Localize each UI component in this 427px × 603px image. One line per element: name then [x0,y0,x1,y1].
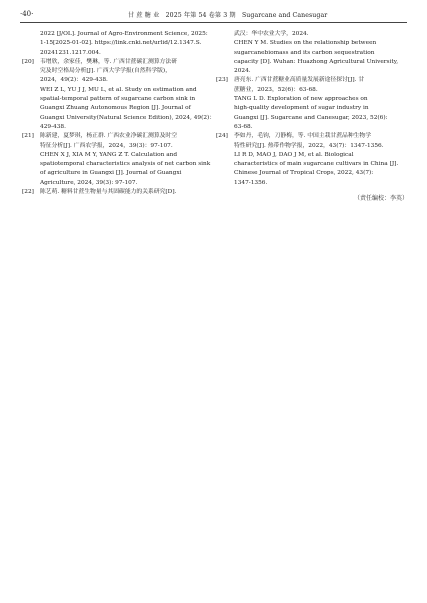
reference-line: 李如丹，毛钧，刀静梅，等. 中国主栽甘蔗品种生物学 [234,133,372,140]
editor-note: （责任编校：李英） [353,195,408,203]
reference-line: 2022 [J/OL]. Journal of Agro-Environment Science, 2025: [40,31,208,37]
running-title: 甘 蔗 糖 业 2025 年第 54 卷第 3 期 Sugarcane and Canesugar [128,12,328,19]
reference-continuation [22,30,208,58]
header-rule [20,22,407,23]
reference-line: LI R D, MAO J, DAO J M, et al. Biological [234,151,354,158]
reference-number: [23] [216,77,228,84]
reference-number: [22] [22,189,34,196]
reference-line: Agriculture, 2024, 39(3): 97-107. [40,179,138,186]
reference-line: 究及时空格局分析[J]. 广西大学学报(自然科学版)， [40,68,171,75]
reference-line: 429-438. [40,123,66,130]
reference-line: 1-15[2025-01-02]. https://link.cnki.net/urlid/12.1347.S. [40,40,202,47]
reference-continuation [216,30,408,76]
reference-number: [20] [22,58,34,65]
reference-line: Chinese Journal of Tropical Crops, 2022, 43(7): [234,170,374,177]
reference-entry [22,132,211,188]
reference-line: Guangxi Zhuang Autonomous Region [J]. Journal of [40,105,191,112]
reference-line: 韦增欣，余家佳，樊琳，等. 广西甘蔗碳汇测算方法研 [40,58,178,65]
reference-line: 63-68. [234,123,253,130]
reference-line: capacity [D]. Wuhan: Huazhong Agricultural University, [234,58,399,65]
reference-entry [216,132,408,188]
reference-line: TANG L D. Exploration of new approaches on [234,96,368,103]
reference-line: 2024，49(2)：429-438. [40,77,108,84]
reference-line: 蔗糖业，2023，52(6)：63-68. [234,86,318,93]
reference-line: WEI Z L, YU J J, MU L, et al. Study on estimation and [40,86,197,93]
reference-number: [24] [216,133,228,140]
reference-line: CHEN Y M. Studies on the relationship between [234,40,377,47]
reference-line: 陈新建，夏梦琪，杨正群. 广西农业净碳汇测算及时空 [40,133,178,140]
reference-line: 唐亮东. 广西甘蔗糖业高质量发展新途径探讨[J]. 甘 [234,77,365,84]
reference-line: Guangxi University(Natural Science Edition), 2024, 49(2)： [40,114,216,121]
reference-line: CHEN X J, XIA M Y, YANG Z T. Calculation and [40,151,178,158]
page-number: ·40· [20,10,34,18]
reference-line: high-quality development of sugar industry in [234,105,369,112]
reference-line: of agriculture in Guangxi [J]. Journal of Guangxi [40,170,182,177]
reference-line: Guangxi [J]. Sugarcane and Canesugar, 2023, 52(6): [234,114,388,121]
reference-line: 2024. [234,68,251,75]
left-column [22,30,216,197]
reference-line: 武汉：华中农业大学，2024. [234,31,309,37]
reference-line: characteristics of main sugarcane cultivars in China [J]. [234,161,399,168]
reference-entry [22,188,202,197]
reference-line: 20241231.1217.004. [40,49,101,56]
reference-line: spatial-temporal pattern of sugarcane carbon sink in [40,96,196,103]
reference-entry [22,58,216,132]
reference-line: 特征分析[J]. 广西农学报，2024，39(3)：97-107. [40,142,173,149]
reference-entry [216,76,408,132]
reference-line: 陈艺萌. 糖料甘蔗生物量与其固碳能力的关系研究[D]. [40,189,177,196]
reference-line: sugarcanebiomass and its carbon sequestration [234,49,375,56]
reference-line: 1347-1356. [234,179,268,186]
reference-line: spatiotemporal characteristics analysis of net carbon sink [40,161,211,168]
right-column [216,30,408,203]
reference-line: 特性研究[J]. 热带作物学报，2022，43(7)：1347-1356. [234,142,384,149]
reference-number: [21] [22,133,34,140]
